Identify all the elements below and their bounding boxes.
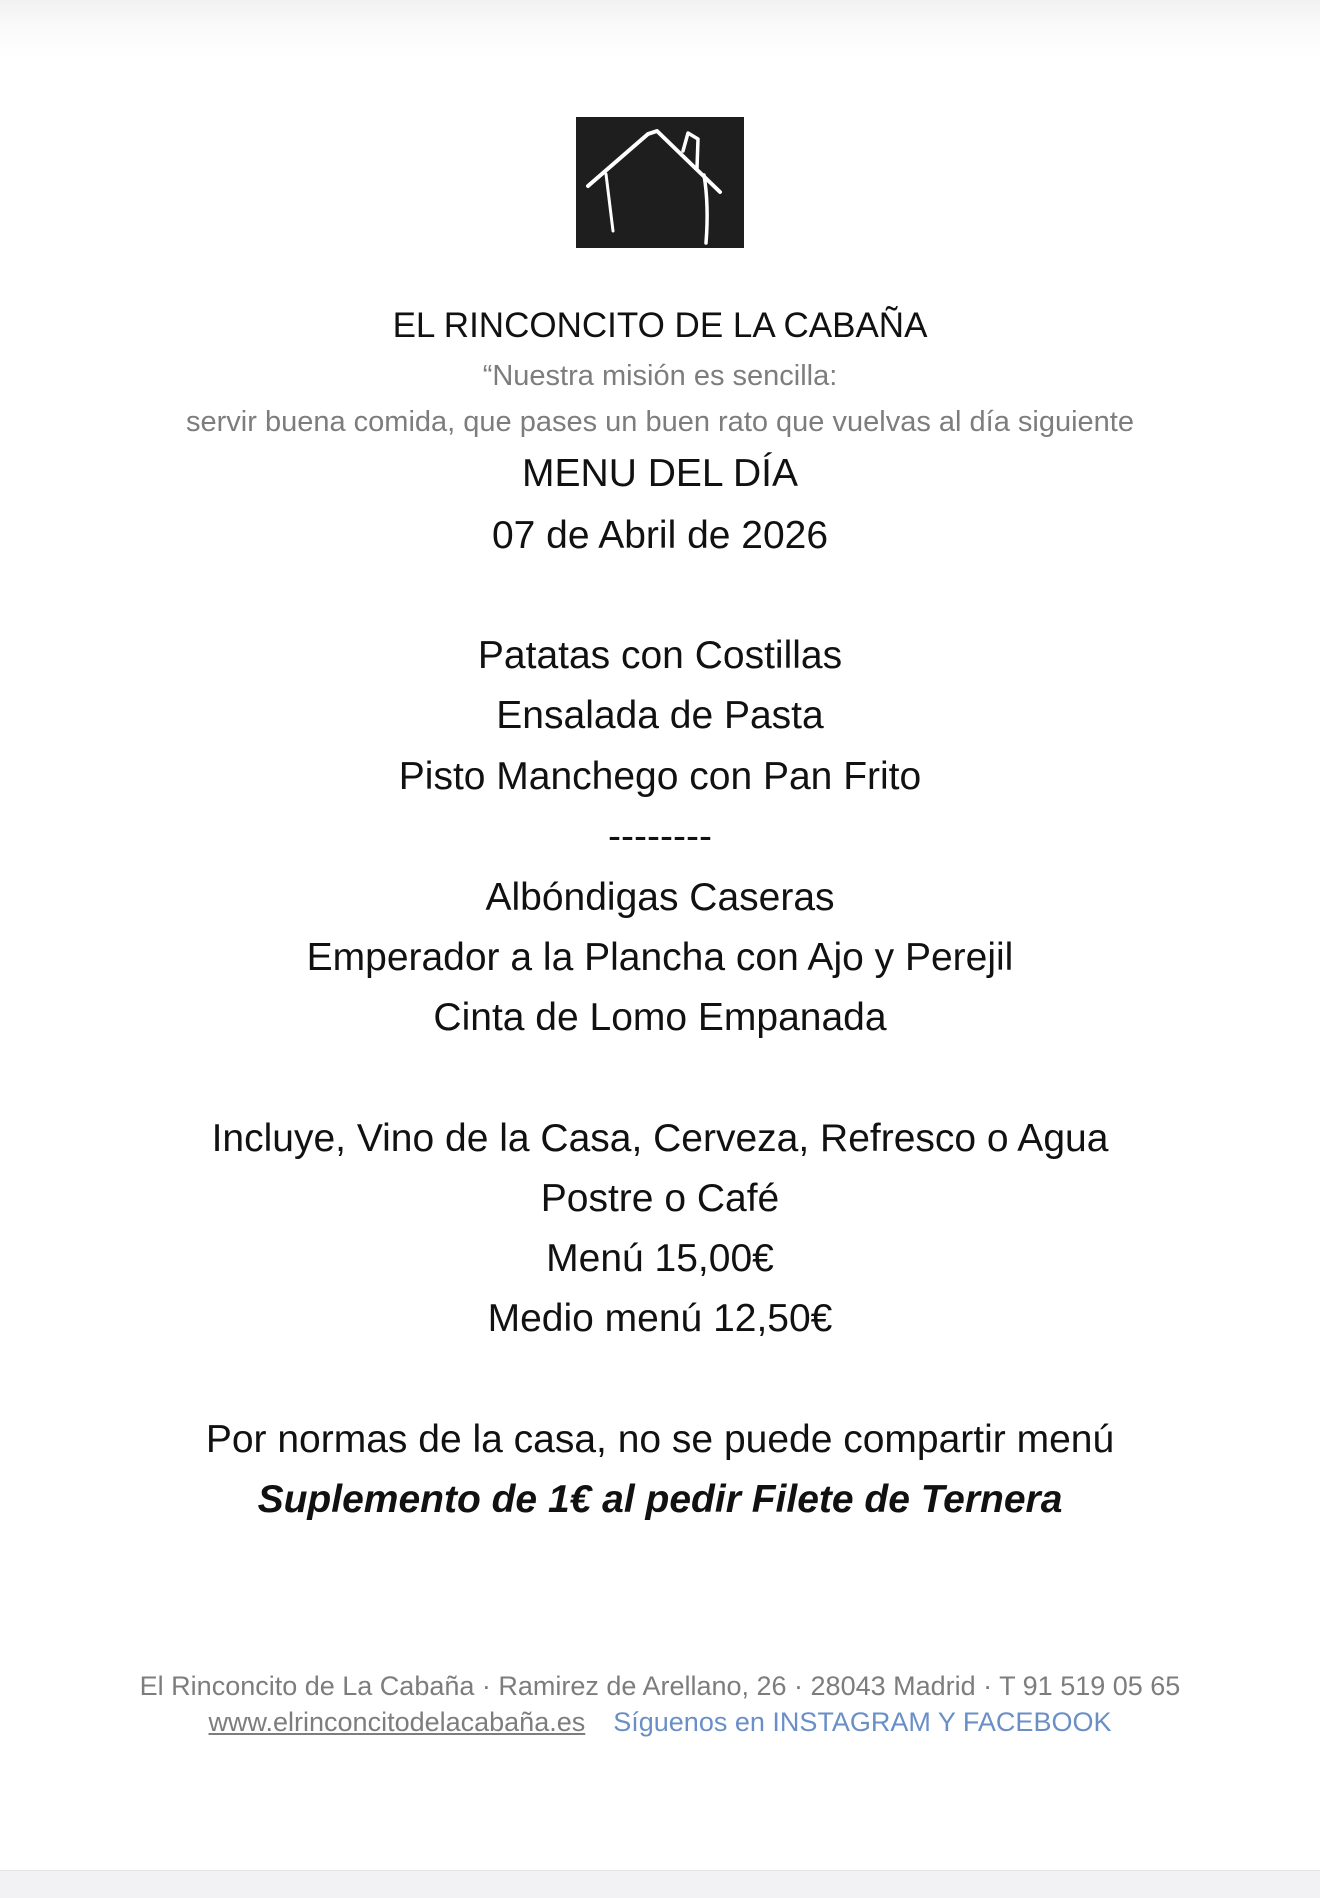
- second-course-item: Albóndigas Caseras: [485, 876, 835, 919]
- course-separator: --------: [608, 815, 712, 858]
- price-line: Menú 15,00€: [546, 1237, 774, 1280]
- menu-date: 07 de Abril de 2026: [491, 514, 829, 557]
- second-course-item: Cinta de Lomo Empanada: [433, 996, 887, 1039]
- footer-links: [0, 1707, 1320, 1738]
- mission-line-1: “Nuestra misión es sencilla:: [482, 360, 838, 392]
- first-course-item: Ensalada de Pasta: [496, 694, 824, 737]
- includes-line: Postre o Café: [540, 1177, 780, 1220]
- top-shadow: [0, 0, 1320, 60]
- second-course-item: Emperador a la Plancha con Ajo y Perejil: [306, 936, 1014, 979]
- bottom-bar: [0, 1870, 1320, 1898]
- house-rule: Por normas de la casa, no se puede compartir menú: [205, 1418, 1115, 1461]
- supplement-note: Suplemento de 1€ al pedir Filete de Ternera: [257, 1478, 1063, 1521]
- first-course-item: Patatas con Costillas: [477, 634, 843, 677]
- footer-address: El Rinconcito de La Cabaña · Ramirez de Arellano, 26 · 28043 Madrid · T 91 519 05 65: [139, 1671, 1181, 1701]
- menu-title: MENU DEL DÍA: [522, 452, 798, 495]
- website-link[interactable]: www.elrinconcitodelacabaña.es: [208, 1707, 586, 1737]
- mission-line-2: servir buena comida, que pases un buen rato que vuelvas al día siguiente: [186, 406, 1134, 438]
- price-line: Medio menú 12,50€: [487, 1297, 833, 1340]
- social-link[interactable]: Síguenos en INSTAGRAM Y FACEBOOK: [613, 1707, 1112, 1737]
- house-outline-logo-icon: [576, 117, 744, 248]
- restaurant-logo: [576, 117, 744, 248]
- restaurant-name: EL RINCONCITO DE LA CABAÑA: [392, 306, 928, 345]
- first-course-item: Pisto Manchego con Pan Frito: [398, 755, 922, 798]
- includes-line: Incluye, Vino de la Casa, Cerveza, Refresco o Agua: [211, 1117, 1109, 1160]
